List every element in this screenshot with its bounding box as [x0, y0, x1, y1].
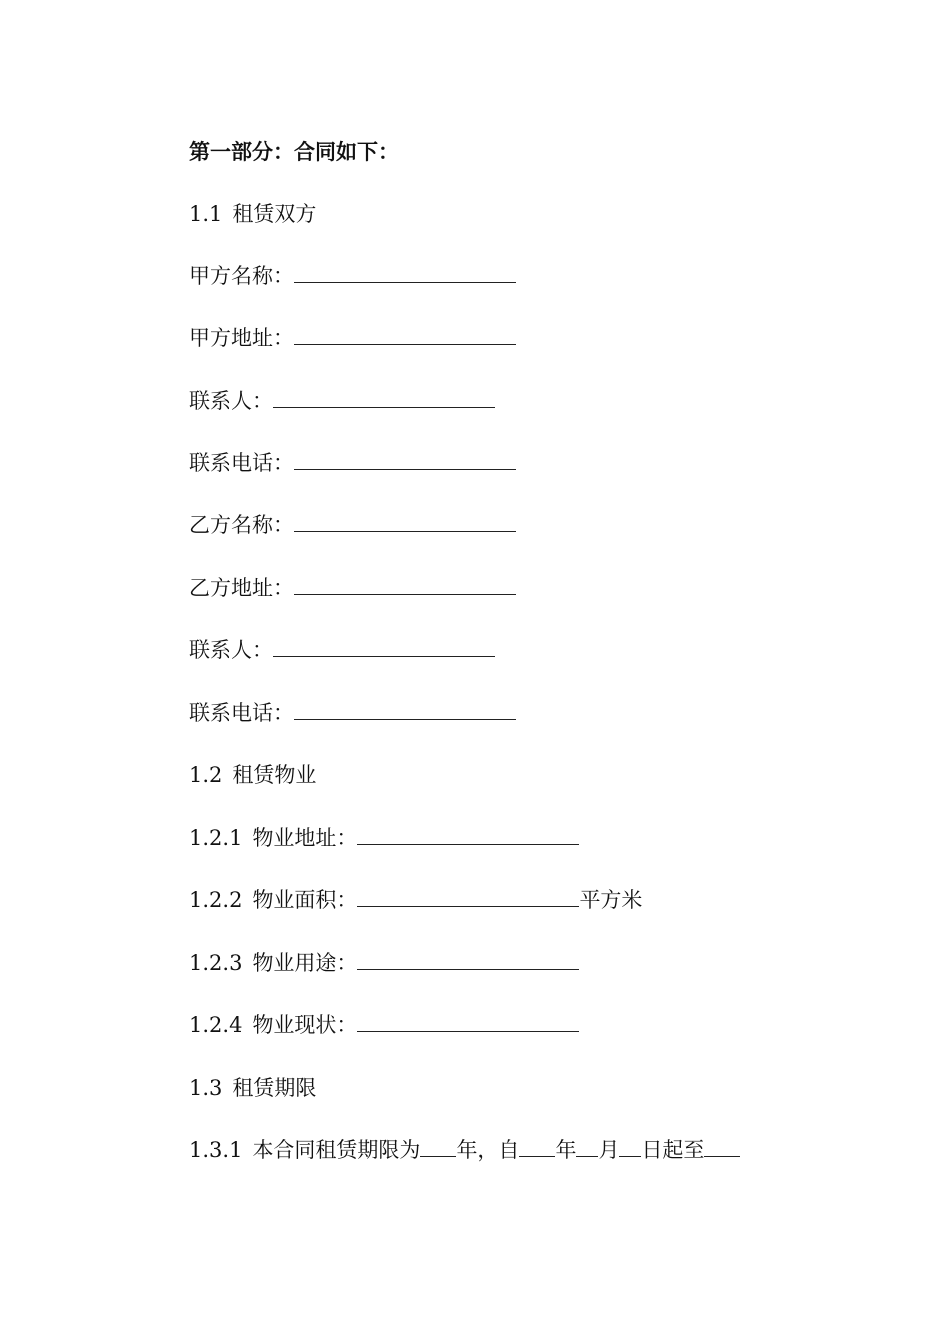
party-b-name-label: 乙方名称： — [189, 513, 294, 537]
property-area-label: 物业面积： — [252, 888, 358, 912]
section-1-2-title — [189, 761, 316, 789]
start-month-field[interactable] — [576, 1138, 598, 1157]
section-heading: 第一部分：合同如下： — [189, 140, 399, 164]
party-b-phone-field[interactable] — [294, 701, 516, 720]
property-address-field[interactable] — [357, 826, 579, 845]
section-title: 租赁期限 — [232, 1076, 317, 1100]
property-address-row — [189, 824, 579, 852]
lease-term-row — [189, 1136, 740, 1164]
lease-years-field[interactable] — [420, 1138, 456, 1157]
party-a-name-field[interactable] — [294, 264, 516, 283]
property-condition-label: 物业现状： — [252, 1013, 358, 1037]
section-number: 1.2.3 — [189, 951, 243, 975]
property-use-label: 物业用途： — [252, 951, 358, 975]
party-b-address-row — [189, 574, 516, 602]
party-a-phone-label: 联系电话： — [189, 451, 294, 475]
party-b-phone-row — [189, 699, 516, 727]
party-a-contact-field[interactable] — [273, 389, 495, 408]
section-number: 1.2 — [189, 763, 223, 787]
day-text: 日起至 — [641, 1138, 705, 1162]
section-number: 1.3.1 — [189, 1138, 243, 1162]
party-b-phone-label: 联系电话： — [189, 701, 294, 725]
party-b-address-field[interactable] — [294, 576, 516, 595]
party-a-address-label: 甲方地址： — [189, 326, 294, 350]
area-unit: 平方米 — [579, 888, 643, 912]
section-number: 1.2.2 — [189, 888, 243, 912]
property-use-row — [189, 949, 579, 977]
start-year-field[interactable] — [519, 1138, 555, 1157]
party-a-contact-row — [189, 387, 495, 415]
month-text: 月 — [598, 1138, 620, 1162]
party-a-address-row — [189, 324, 516, 352]
party-a-phone-row — [189, 449, 516, 477]
property-area-field[interactable] — [357, 888, 579, 907]
lease-term-text: 本合同租赁期限为 — [252, 1138, 421, 1162]
section-number: 1.3 — [189, 1076, 223, 1100]
section-number: 1.2.4 — [189, 1013, 243, 1037]
party-a-name-label: 甲方名称： — [189, 264, 294, 288]
property-area-row — [189, 886, 642, 914]
section-number: 1.1 — [189, 202, 223, 226]
party-b-contact-field[interactable] — [273, 638, 495, 657]
party-b-address-label: 乙方地址： — [189, 576, 294, 600]
section-1-3-title — [189, 1074, 316, 1102]
party-a-address-field[interactable] — [294, 326, 516, 345]
party-b-contact-row — [189, 636, 495, 664]
year-text: 年 — [555, 1138, 577, 1162]
party-a-name-row — [189, 262, 516, 290]
property-use-field[interactable] — [357, 951, 579, 970]
section-number: 1.2.1 — [189, 826, 243, 850]
property-address-label: 物业地址： — [252, 826, 358, 850]
party-b-contact-label: 联系人： — [189, 638, 273, 662]
property-condition-row — [189, 1011, 579, 1039]
section-title: 租赁双方 — [232, 202, 317, 226]
party-a-contact-label: 联系人： — [189, 389, 273, 413]
section-title: 租赁物业 — [232, 763, 317, 787]
property-condition-field[interactable] — [357, 1013, 579, 1032]
party-b-name-row — [189, 511, 516, 539]
section-1-1-title — [189, 200, 316, 228]
party-b-name-field[interactable] — [294, 513, 516, 532]
lease-term-text: 年，自 — [456, 1138, 520, 1162]
start-day-field[interactable] — [619, 1138, 641, 1157]
end-year-field[interactable] — [704, 1138, 740, 1157]
party-a-phone-field[interactable] — [294, 451, 516, 470]
